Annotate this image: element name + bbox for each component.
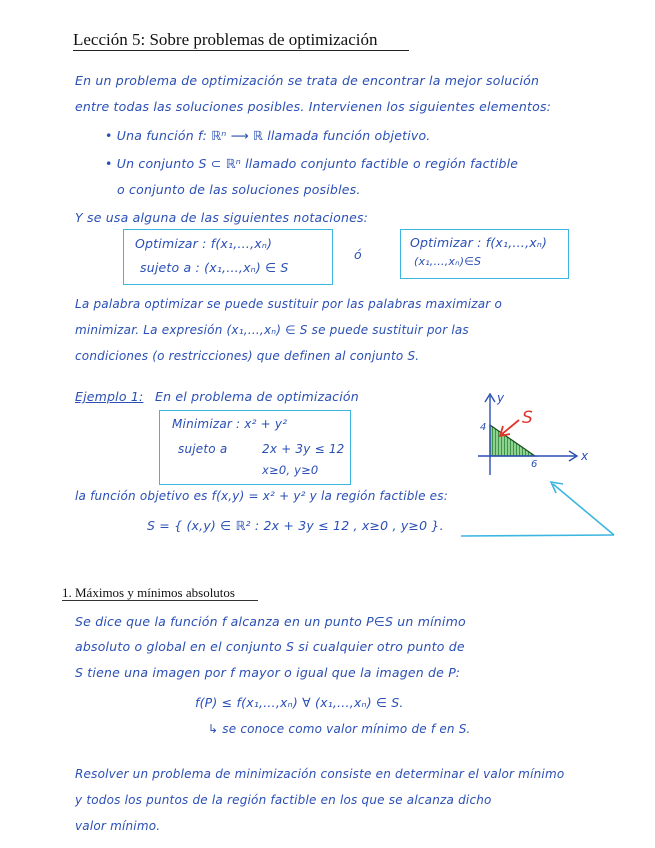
y-intercept-label: 4 <box>480 422 487 433</box>
pointer-line <box>553 484 614 535</box>
example-box-line-2b: 2x + 3y ≤ 12 <box>262 442 345 456</box>
substitution-line-2: minimizar. La expresión (x₁,…,xₙ) ∈ S se puede sustituir por las <box>75 323 469 337</box>
notation-right-line-1: Optimizar : f(x₁,…,xₙ) <box>410 235 548 250</box>
example-heading-rest: En el problema de optimización <box>155 389 359 404</box>
substitution-line-3: condiciones (o restricciones) que definen al conjunto S. <box>75 349 420 363</box>
notation-left-line-2: sujeto a : (x₁,…,xₙ) ∈ S <box>140 260 289 275</box>
bullet-feasible-set-cont: o conjunto de las soluciones posibles. <box>117 182 361 197</box>
bullet-objective-function: • Una función f: ℝⁿ ⟶ ℝ llamada función objetivo. <box>105 128 431 143</box>
example-result-line-1: la función objetivo es f(x,y) = x² + y² y la región factible es: <box>75 489 448 503</box>
example-box-line-1: Minimizar : x² + y² <box>172 417 288 431</box>
resolve-line-3: valor mínimo. <box>75 819 161 833</box>
notation-or: ó <box>354 247 362 262</box>
intro-line-1: En un problema de optimización se trata de encontrar la mejor solución <box>75 73 540 88</box>
resolve-line-1: Resolver un problema de minimización consiste en determinar el valor mínimo <box>75 767 565 781</box>
section-underline <box>62 600 258 601</box>
substitution-line-1: La palabra optimizar se puede sustituir por las palabras maximizar o <box>75 297 502 311</box>
notation-right-line-2: (x₁,…,xₙ)∈S <box>414 255 482 268</box>
example-box-line-2a: sujeto a <box>178 442 228 456</box>
intro-line-2: entre todas las soluciones posibles. Intervienen los siguientes elementos: <box>75 99 552 114</box>
example-box-line-3: x≥0, y≥0 <box>262 463 319 477</box>
notation-left-line-1: Optimizar : f(x₁,…,xₙ) <box>135 236 273 251</box>
section-line-1: Se dice que la función f alcanza en un punto P∈S un mínimo <box>75 614 466 629</box>
section-title: 1. Máximos y mínimos absolutos <box>62 585 235 600</box>
bullet-feasible-set: • Un conjunto S ⊂ ℝⁿ llamado conjunto factible o región factible <box>105 156 519 171</box>
feasible-region-triangle <box>490 425 535 456</box>
example-heading: Ejemplo 1: <box>75 389 144 404</box>
resolve-line-2: y todos los puntos de la región factible en los que se alcanza dicho <box>75 793 492 807</box>
example-result-line-2: S = { (x,y) ∈ ℝ² : 2x + 3y ≤ 12 , x≥0 , y≥0 }. <box>147 518 444 533</box>
set-arrow <box>502 420 519 434</box>
page-title: Lección 5: Sobre problemas de optimización <box>73 30 378 49</box>
section-line-3: S tiene una imagen por f mayor o igual que la imagen de P: <box>75 665 461 680</box>
pointer-line-bottom <box>461 535 614 536</box>
section-formula: f(P) ≤ f(x₁,…,xₙ) ∀ (x₁,…,xₙ) ∈ S. <box>195 695 404 710</box>
section-line-2: absoluto o global en el conjunto S si cualquier otro punto de <box>75 639 465 654</box>
set-label: S <box>522 408 533 428</box>
section-note: ↳ se conoce como valor mínimo de f en S. <box>208 722 471 736</box>
x-axis-label: x <box>581 449 589 463</box>
y-axis-label: y <box>497 391 505 405</box>
x-intercept-label: 6 <box>531 459 538 470</box>
notations-intro: Y se usa alguna de las siguientes notaciones: <box>75 210 369 225</box>
